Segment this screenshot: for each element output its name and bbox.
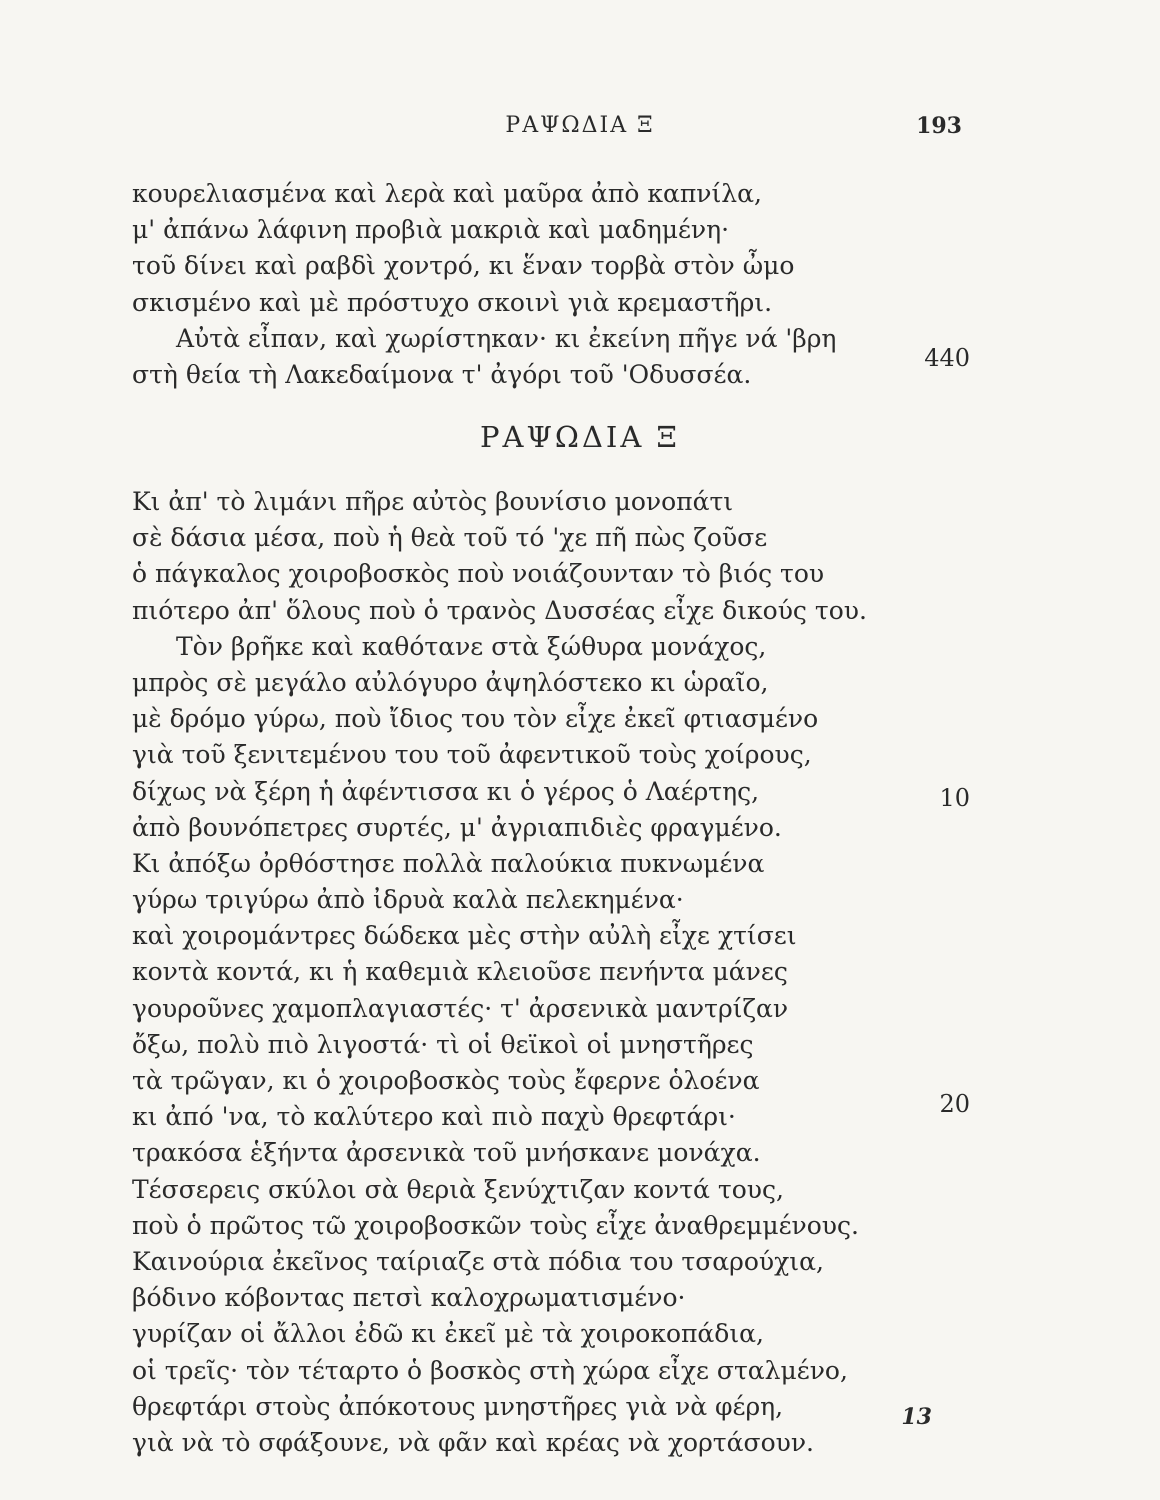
verse-line: τοῦ δίνει καὶ ραβδὶ χοντρό, κι ἕναν τορβὰ στὸν ὦμο bbox=[132, 251, 795, 281]
verse-line: κοντὰ κοντά, κι ἡ καθεμιὰ κλειοῦσε πενήντα μάνες bbox=[132, 957, 788, 987]
line-number: 20 bbox=[939, 1090, 970, 1118]
verse-line: κι ἀπό 'να, τὸ καλύτερο καὶ πιὸ παχὺ θρεφτάρι· bbox=[132, 1102, 736, 1132]
verse-line: κουρελιασμένα καὶ λερὰ καὶ μαῦρα ἀπὸ καπνίλα, bbox=[132, 179, 762, 208]
verse-line: γυρίζαν οἱ ἄλλοι ἐδῶ κι ἐκεῖ μὲ τὰ χοιροκοπάδια, bbox=[132, 1319, 764, 1349]
verse-line: μπρὸς σὲ μεγάλο αὐλόγυρο ἀψηλόστεκο κι ὡραῖο, bbox=[132, 667, 769, 697]
verse-line: θρεφτάρι στοὺς ἀπόκοτους μνηστῆρες γιὰ νὰ φέρη, bbox=[132, 1391, 784, 1421]
verse-line: Κι ἀπ' τὸ λιμάνι πῆρε αὐτὸς βουνίσιο μονοπάτι bbox=[132, 487, 734, 516]
verse-line: οἱ τρεῖς· τὸν τέταρτο ὁ βοσκὸς στὴ χώρα εἶχε σταλμένο, bbox=[132, 1355, 848, 1385]
line-number: 440 bbox=[924, 344, 970, 372]
verse-line: γιὰ νὰ τὸ σφάξουνε, νὰ φᾶν καὶ κρέας νὰ χορτάσουν. bbox=[132, 1427, 814, 1457]
verse-line: Καινούρια ἐκεῖνος ταίριαζε στὰ πόδια του τσαρούχια, bbox=[132, 1246, 824, 1276]
verse-line: Τέσσερεις σκύλοι σὰ θεριὰ ξενύχτιζαν κοντά τους, bbox=[132, 1174, 784, 1204]
verse-line: ὄξω, πολὺ πιὸ λιγοστά· τὶ οἱ θεϊκοὶ οἱ μνηστῆρες bbox=[132, 1029, 754, 1059]
verse-line: γύρω τριγύρω ἀπὸ ἰδρυὰ καλὰ πελεκημένα· bbox=[132, 885, 684, 915]
verse-line: μ' ἀπάνω λάφινη προβιὰ μακριὰ καὶ μαδημένη· bbox=[132, 215, 730, 245]
verse-line: γουροῦνες χαμοπλαγιαστές· τ' ἀρσενικὰ μαντρίζαν bbox=[132, 993, 789, 1023]
verse-line: δίχως νὰ ξέρη ἡ ἀφέντισσα κι ὁ γέρος ὁ Λαέρτης, bbox=[132, 776, 760, 806]
verse-line: ποὺ ὁ πρῶτος τῶ χοιροβοσκῶν τοὺς εἶχε ἀναθρεμμένους. bbox=[132, 1210, 859, 1240]
verse-line: καὶ χοιρομάντρες δώδεκα μὲς στὴν αὐλὴ εἶχε χτίσει bbox=[132, 921, 797, 951]
verse-line: ὁ πάγκαλος χοιροβοσκὸς ποὺ νοιάζουνταν τὸ βιός του bbox=[132, 559, 825, 589]
section-title: ΡΑΨΩΔΙΑ Ξ bbox=[480, 420, 680, 454]
verse-line: γιὰ τοῦ ξενιτεμένου του τοῦ ἀφεντικοῦ τοὺς χοίρους, bbox=[132, 740, 812, 770]
running-head: ΡΑΨΩΔΙΑ Ξ bbox=[505, 113, 655, 138]
verse-line: πιότερο ἀπ' ὅλους ποὺ ὁ τρανὸς Δυσσέας εἶχε δικούς του. bbox=[132, 595, 867, 625]
verse-line: Κι ἀπόξω ὀρθόστησε πολλὰ παλούκια πυκνωμένα bbox=[132, 848, 765, 878]
verse-line: Αὐτὰ εἶπαν, καὶ χωρίστηκαν· κι ἐκείνη πῆγε νά 'βρη bbox=[176, 323, 837, 353]
verse-line: τὰ τρῶγαν, κι ὁ χοιροβοσκὸς τοὺς ἔφερνε ὁλοένα bbox=[132, 1066, 760, 1095]
verse-line: ἀπὸ βουνόπετρες συρτές, μ' ἀγριαπιδιὲς φραγμένο. bbox=[132, 812, 782, 842]
verse-line: σκισμένο καὶ μὲ πρόστυχο σκοινὶ γιὰ κρεμαστῆρι. bbox=[132, 287, 773, 317]
page-number: 193 bbox=[916, 113, 962, 139]
signature-mark: 13 bbox=[901, 1404, 932, 1430]
verse-line: Τὸν βρῆκε καὶ καθότανε στὰ ξώθυρα μονάχος, bbox=[176, 631, 767, 661]
main-section-verse bbox=[132, 484, 892, 1461]
line-number: 10 bbox=[939, 784, 970, 812]
previous-section-verse bbox=[132, 176, 892, 393]
verse-line: στὴ θεία τὴ Λακεδαίμονα τ' ἀγόρι τοῦ 'Οδυσσέα. bbox=[132, 359, 752, 389]
verse-line: μὲ δρόμο γύρω, ποὺ ἴδιος του τὸν εἶχε ἐκεῖ φτιασμένο bbox=[132, 704, 819, 734]
verse-line: βόδινο κόβοντας πετσὶ καλοχρωματισμένο· bbox=[132, 1283, 686, 1313]
verse-line: σὲ δάσια μέσα, ποὺ ἡ θεὰ τοῦ τό 'χε πῆ πὼς ζοῦσε bbox=[132, 523, 768, 553]
verse-line: τρακόσα ἑξήντα ἀρσενικὰ τοῦ μνήσκανε μονάχα. bbox=[132, 1138, 761, 1168]
